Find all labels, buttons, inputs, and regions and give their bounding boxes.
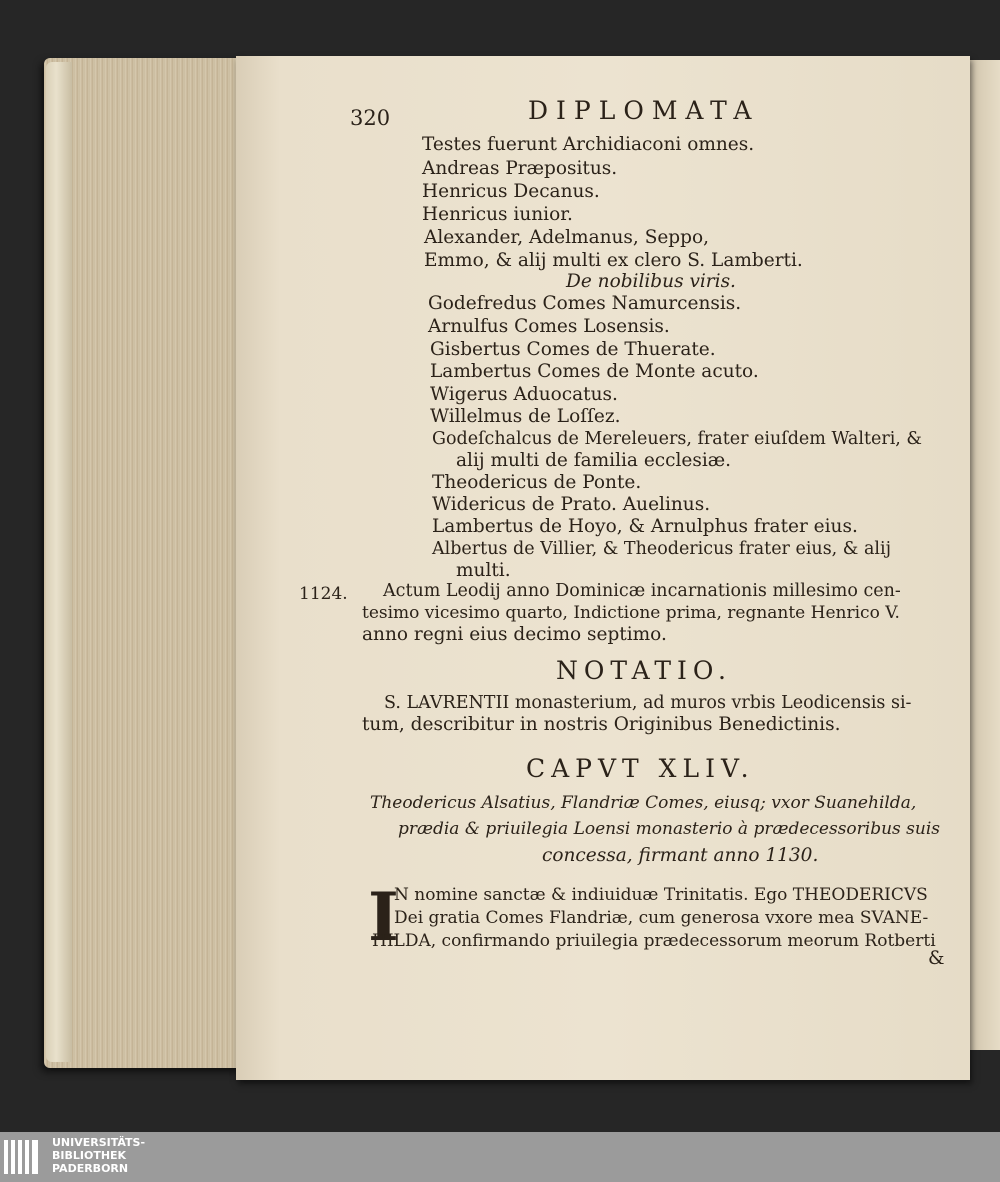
chapter-summary-line: Theodericus Alsatius, Flandriæ Comes, eiusq; vxor Suanehilda, — [370, 793, 917, 813]
facing-page-edge — [966, 60, 1000, 1050]
noble-line: Godefredus Comes Namurcensis. — [428, 293, 742, 314]
margin-year: 1124. — [299, 584, 348, 604]
library-logo-icon — [4, 1140, 44, 1174]
witness-line: Alexander, Adelmanus, Seppo, — [424, 227, 710, 248]
noble-line: Godeſchalcus de Mereleuers, frater eiuſdem Walteri, & — [432, 429, 922, 449]
library-logo-text — [52, 1136, 145, 1175]
noble-line: Albertus de Villier, & Theodericus frater eius, & alij — [432, 539, 891, 559]
logo-line: UNIVERSITÄTS- — [52, 1136, 146, 1149]
noble-line: Wigerus Aduocatus. — [430, 384, 618, 405]
body-line: HILDA, confirmando priuilegia prædecessorum meorum Rotberti — [372, 931, 936, 951]
noble-line: Gisbertus Comes de Thuerate. — [430, 339, 716, 360]
body-line: N nomine sanctæ & indiuiduæ Trinitatis. Ego THEODERICVS — [394, 885, 928, 905]
witness-line: Henricus iunior. — [422, 204, 573, 225]
noble-line: Lambertus de Hoyo, & Arnulphus frater eius. — [432, 516, 858, 537]
witness-line: Emmo, & alij multi ex clero S. Lamberti. — [424, 250, 803, 271]
logo-line: BIBLIOTHEK — [52, 1149, 127, 1162]
book-cover-edge — [46, 62, 72, 1062]
page-edge-stack — [44, 58, 244, 1068]
actum-line: tesimo vicesimo quarto, Indictione prima, regnante Henrico V. — [362, 603, 900, 623]
page-number: 320 — [350, 106, 391, 130]
noble-line: Lambertus Comes de Monte acuto. — [430, 361, 759, 382]
subheading: De nobilibus viris. — [566, 271, 736, 292]
noble-line: Willelmus de Loſſez. — [430, 406, 621, 427]
witness-line: Henricus Decanus. — [422, 181, 600, 202]
chapter-summary-line: concessa, firmant anno 1130. — [542, 845, 819, 866]
actum-line: anno regni eius decimo septimo. — [362, 624, 667, 645]
noble-line: Widericus de Prato. Auelinus. — [432, 494, 711, 515]
notatio-line: S. LAVRENTII monasterium, ad muros vrbis Leodicensis si- — [384, 693, 912, 713]
witness-line: Andreas Præpositus. — [422, 158, 618, 179]
catchword: & — [928, 948, 945, 969]
chapter-summary-line: prædia & priuilegia Loensi monasterio à prædecessoribus suis — [398, 819, 941, 839]
noble-line: alij multi de familia ecclesiæ. — [456, 450, 732, 471]
body-line: Dei gratia Comes Flandriæ, cum generosa vxore mea SVANE- — [394, 908, 929, 928]
chapter-heading: CAPVT XLIV. — [526, 754, 755, 783]
running-head: DIPLOMATA — [528, 96, 760, 125]
library-footer-bar — [0, 1132, 1000, 1182]
noble-line: Arnulfus Comes Losensis. — [428, 316, 670, 337]
noble-line: multi. — [456, 560, 511, 581]
notatio-line: tum, describitur in nostris Originibus Benedictinis. — [362, 714, 841, 735]
noble-line: Theodericus de Ponte. — [432, 472, 642, 493]
drop-cap: I — [368, 878, 399, 956]
logo-line: PADERBORN — [52, 1162, 129, 1175]
notatio-heading: NOTATIO. — [556, 656, 732, 685]
actum-line: Actum Leodij anno Dominicæ incarnationis millesimo cen- — [383, 581, 901, 601]
witness-line: Testes fuerunt Archidiaconi omnes. — [422, 134, 755, 155]
